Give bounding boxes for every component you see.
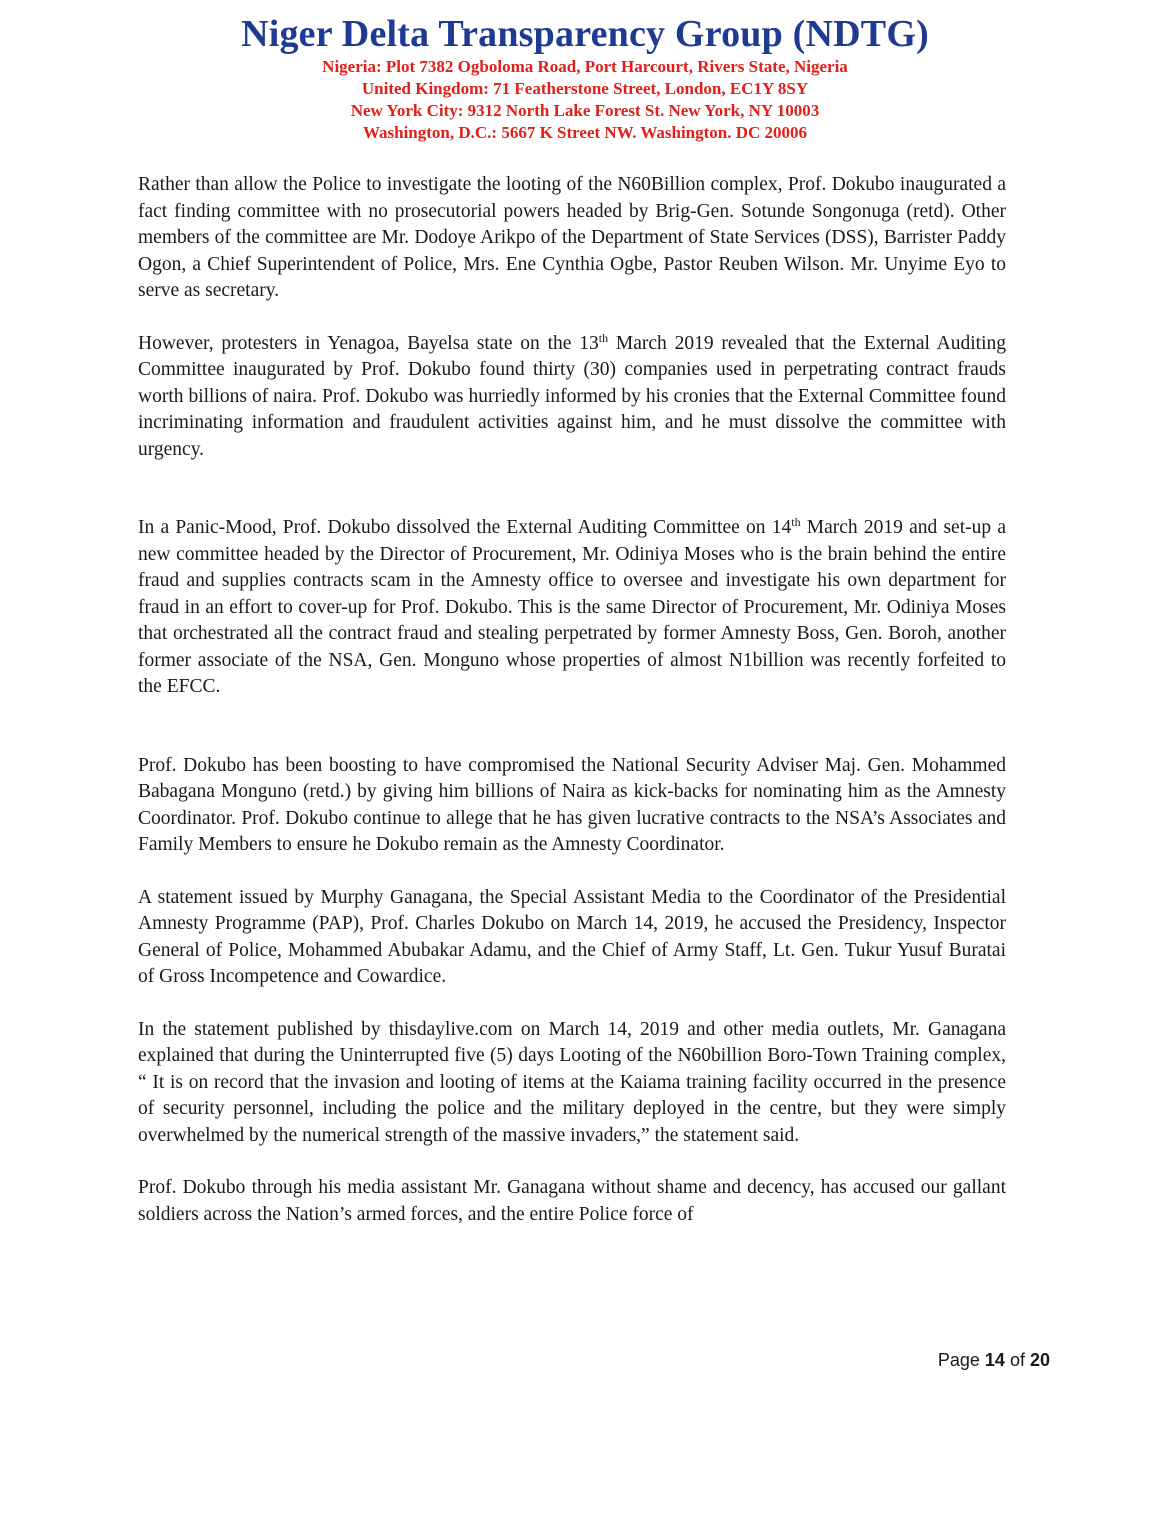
document-body: [138, 172, 1006, 1228]
paragraph-3: [138, 515, 1006, 701]
address-uk: United Kingdom: 71 Featherstone Street, London, EC1Y 8SY: [361, 79, 809, 98]
organization-title: Niger Delta Transparency Group (NDTG): [241, 13, 929, 55]
ordinal-suffix: th: [791, 515, 801, 529]
total-pages: 20: [1029, 1350, 1050, 1370]
ordinal-suffix: th: [598, 330, 609, 345]
paragraph-2: [138, 331, 1006, 464]
paragraph-3-start: In a Panic-Mood, Prof. Dokubo dissolved the External Auditing Committee on 14: [138, 517, 792, 538]
paragraph-4: Prof. Dokubo has been boosting to have compromised the National Security Adviser Maj. Gen. Mohammed Babagana Monguno (retd.) by giving him billions of Naira as kick-backs for nominating him as the Amnesty Coordinator. Prof. Dokubo continue to allege that he has given lucrative contracts to the NSA’s Associates and Family Members to ensure he Dokubo remain as the Amnesty Coordinator.: [138, 754, 1006, 855]
address-washington: Washington, D.C.: 5667 K Street NW. Washington. DC 20006: [362, 123, 808, 142]
paragraph-3-rest: March 2019 and set-up a new committee headed by the Director of Procurement, Mr. Odiniya Moses who is the brain behind the entire fraud and supplies contracts scam in the Amnesty office to oversee and investigate his own department for fraud in an effort to cover-up for Prof. Dokubo. This is the same Director of Procurement, Mr. Odiniya Moses that orchestrated all the contract fraud and stealing perpetrated by former Amnesty Boss, Gen. Boroh, another former associate of the NSA, Gen. Monguno whose properties of almost N1billion was recently forfeited to the EFCC.: [138, 517, 1006, 697]
current-page: 14: [984, 1350, 1005, 1370]
of-label: of: [1009, 1350, 1025, 1370]
letterhead: [0, 12, 1170, 144]
page-label: Page: [937, 1350, 980, 1370]
paragraph-6: In the statement published by thisdaylive.com on March 14, 2019 and other media outlets, Mr. Ganagana explained that during the Uninterrupted five (5) days Looting of the N60billion Boro-Town Training complex, “ It is on record that the invasion and looting of items at the Kaiama training facility occurred in the presence of security personnel, including the police and the military deployed in the centre, but they were simply overwhelmed by the numerical strength of the massive invaders,” the statement said.: [138, 1018, 1006, 1146]
paragraph-2-rest: March 2019 revealed that the External Auditing Committee inaugurated by Prof. Dokubo found thirty (30) companies used in perpetrating contract frauds worth billions of naira. Prof. Dokubo was hurriedly informed by his cronies that the External Committee found incriminating information and fraudulent activities against him, and he must dissolve the committee with urgency.: [138, 332, 1006, 460]
address-nigeria: Nigeria: Plot 7382 Ogboloma Road, Port Harcourt, Rivers State, Nigeria: [322, 57, 848, 76]
paragraph-7: Prof. Dokubo through his media assistant Mr. Ganagana without shame and decency, has accused our gallant soldiers across the Nation’s armed forces, and the entire Police force of: [138, 1177, 1006, 1225]
address-new-york: New York City: 9312 North Lake Forest St. New York, NY 10003: [350, 101, 820, 120]
paragraph-1: Rather than allow the Police to investigate the looting of the N60Billion complex, Prof. Dokubo inaugurated a fact finding committee with no prosecutorial powers headed by Brig-Gen. Sotunde Songonuga (retd). Other members of the committee are Mr. Dodoye Arikpo of the Department of State Services (DSS), Barrister Paddy Ogon, a Chief Superintendent of Police, Mrs. Ene Cynthia Ogbe, Pastor Reuben Wilson. Mr. Unyime Eyo to serve as secretary.: [138, 174, 1006, 301]
page-number: [938, 1350, 1050, 1371]
paragraph-2-start: However, protesters in Yenagoa, Bayelsa state on the 13: [138, 332, 599, 354]
paragraph-5: A statement issued by Murphy Ganagana, the Special Assistant Media to the Coordinator of the Presidential Amnesty Programme (PAP), Prof. Charles Dokubo on March 14, 2019, he accused the Presidency, Inspector General of Police, Mohammed Abubakar Adamu, and the Chief of Army Staff, Lt. Gen. Tukur Yusuf Buratai of Gross Incompetence and Cowardice.: [138, 886, 1006, 987]
